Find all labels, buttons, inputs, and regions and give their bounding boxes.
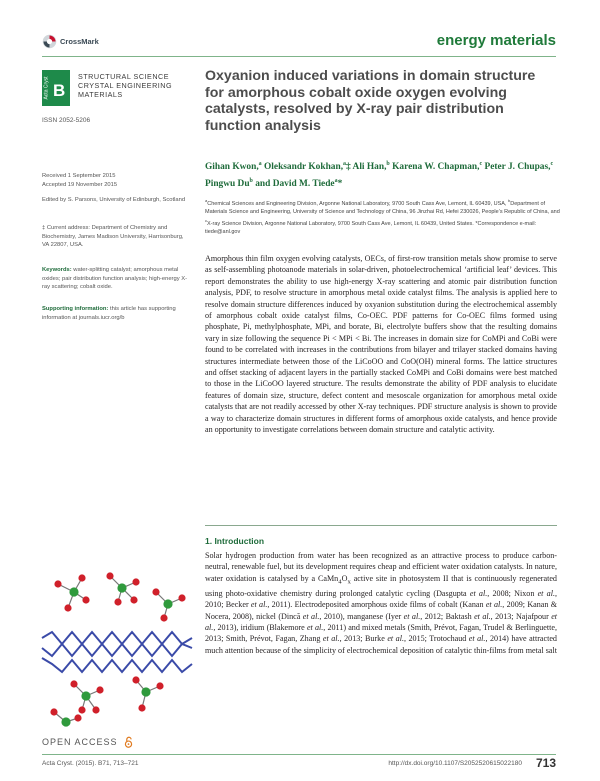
open-access-icon — [124, 736, 133, 748]
crossmark-link[interactable] — [42, 34, 99, 49]
supporting-information — [42, 305, 190, 322]
keywords-text: water-splitting catalyst; amorphous metal oxides; pair distribution function analysis; high-energy X-ray scattering; cobalt oxide. — [42, 267, 187, 291]
edited-by: Edited by S. Parsons, University of Edinburgh, Scotland — [42, 197, 186, 203]
introduction-text: Solar hydrogen production from water has been recognized as an attractive process to produce carbon-neutral, renewable fuel, but its development requires cheap and efficient water oxidation catalysts. In nature, water oxidation is catalysed by a $CaMn_4O_x$ active site in photosystem II that is continuously regenerated using photo-oxidative chemistry during prolonged catalytic cycling (Dasgupta et al., 2008; Nixon et al., 2010; Becker et al., 2011). Electrodeposited amorphous oxide films of cobalt (Kanan et al., 2009; Kanan & Nocera, 2008), nickel (Dincă et al., 2010), manganese (Iyer et al., 2012; Baktash et al., 2013; Najafpour et al., 2013), iridium (Blakemore et al., 2011) and mixed metals (Smith, Prévot, Fagan, Trudel & Berlinguette, 2013; Smith, Prévot, Fagan, Zhang et al., 2013; Burke et al., 2015; Trotochaud et al., 2014) have attracted much attention because of the simplicity of electrochemical deposition of catalytic thin-films from metal salt — [205, 551, 558, 655]
journal-logo-side-text: Acta Cryst — [44, 76, 50, 100]
keywords — [42, 266, 190, 292]
citation: Acta Cryst. (2015). B71, 713–721 — [42, 760, 139, 767]
journal-logo — [42, 70, 70, 106]
received-date: Received 1 September 2015 — [42, 173, 116, 179]
crossmark-icon — [42, 34, 57, 49]
journal-subtitle-line: MATERIALS — [78, 90, 123, 99]
issn: ISSN 2052-5206 — [42, 117, 91, 124]
supporting-label: Supporting information: — [42, 306, 109, 312]
structure-figure — [38, 562, 196, 732]
journal-logo-letter: B — [53, 81, 66, 100]
article-title: Oxyanion induced variations in domain structure for amorphous cobalt oxide oxygen evolving catalysts, resolved by X-ray pair distribution function analysis — [205, 68, 536, 134]
received-dates — [42, 172, 190, 189]
journal-subtitle-line: CRYSTAL ENGINEERING — [78, 81, 173, 90]
doi-link[interactable]: http://dx.doi.org/10.1107/S2052520615022180 — [388, 760, 522, 767]
affiliations: $^a$Chemical Sciences and Engineering Division, Argonne National Laboratory, 9700 South Cass Ave, Lemont, IL 60439, USA, $^b$Department of Materials Science and Engineering, University of Science and Technology of China, 96 Jinzhai Rd, Hefei 230026, People’s Republic of China, and $^c$X-ray Science Division, Argonne National Laboratory, 9700 South Cass Ave, Lemont, IL 60439, United States. *Correspondence e-mail: tiede@anl.gov — [205, 198, 560, 236]
journal-section-name: energy materials — [436, 32, 556, 49]
journal-subtitle-line: STRUCTURAL SCIENCE — [78, 72, 169, 81]
footer-divider — [42, 754, 556, 755]
abstract-divider — [205, 525, 557, 526]
page-number: 713 — [535, 756, 556, 770]
keywords-label: Keywords: — [42, 267, 72, 273]
header-divider — [42, 56, 556, 57]
section-heading: 1. Introduction — [205, 536, 265, 546]
journal-subtitle — [78, 72, 172, 99]
abstract: Amorphous thin film oxygen evolving catalysts, OECs, of first-row transition metals show promise to serve as self-assembling photoanode materials in solar-driven, photoelectrochemical ‘artificial leaf’ devices. This report demonstrates the ability to use high-energy X-ray scattering and atomic pair distribution function analysis, PDF, to resolve structure in amorphous metal oxide catalyst films. The analysis is applied here to resolve domain structure differences induced by oxyanion substitution during the electrochemical assembly of amorphous cobalt oxide catalyst films, Co-OEC. PDF patterns for Co-OEC films formed using phosphate, Pi, methylphosphate, MPi, and borate, Bi, electrolyte buffers show that the resulting domains vary in size following the sequence Pi < MPi < Bi. The increases in domain size for CoMPi and CoBi were found to be correlated with increases in the contributions from bilayer and trilayer stacked domains having structures intermediate between those of the LiCoOO and CoO(OH) mineral forms. The lattice structures and offset stacking of adjacent layers in the partially stacked CoMPi and CoBi domains were best matched to those in the LiCoOO layered structure. The results demonstrate the ability of PDF analysis to elucidate features of domain size, structure, defect content and mesoscale organization for amorphous metal oxide catalysts that are not readily accessed by other X-ray techniques. PDF structure analysis is shown to provide a way to characterize domain structures in different forms of amorphous oxide catalysts, and hence provide an opportunity to investigate correlations between domain structure and catalytic activity. — [205, 254, 557, 435]
supporting-link[interactable]: this article has supporting information at journals.iucr.org/b — [42, 306, 176, 321]
accepted-date: Accepted 19 November 2015 — [42, 181, 118, 188]
current-address: ‡ Current address: Department of Chemistry and Biochemistry, James Madison University, Harrisonburg, VA 22807, USA. — [42, 225, 184, 249]
author-list: Gihan Kwon,$^a$ Oleksandr Kokhan,$^a$‡ Ali Han,$^b$ Karena W. Chapman,$^c$ Peter J. Chupas,$^c$ Pingwu Du$^b$ and David M. Tiede$^a$* — [205, 161, 554, 189]
cobalt-oxide-layer — [42, 632, 192, 672]
open-access-badge — [42, 736, 133, 748]
open-access-label: OPEN ACCESS — [42, 737, 118, 747]
crossmark-label: CrossMark — [60, 37, 99, 46]
